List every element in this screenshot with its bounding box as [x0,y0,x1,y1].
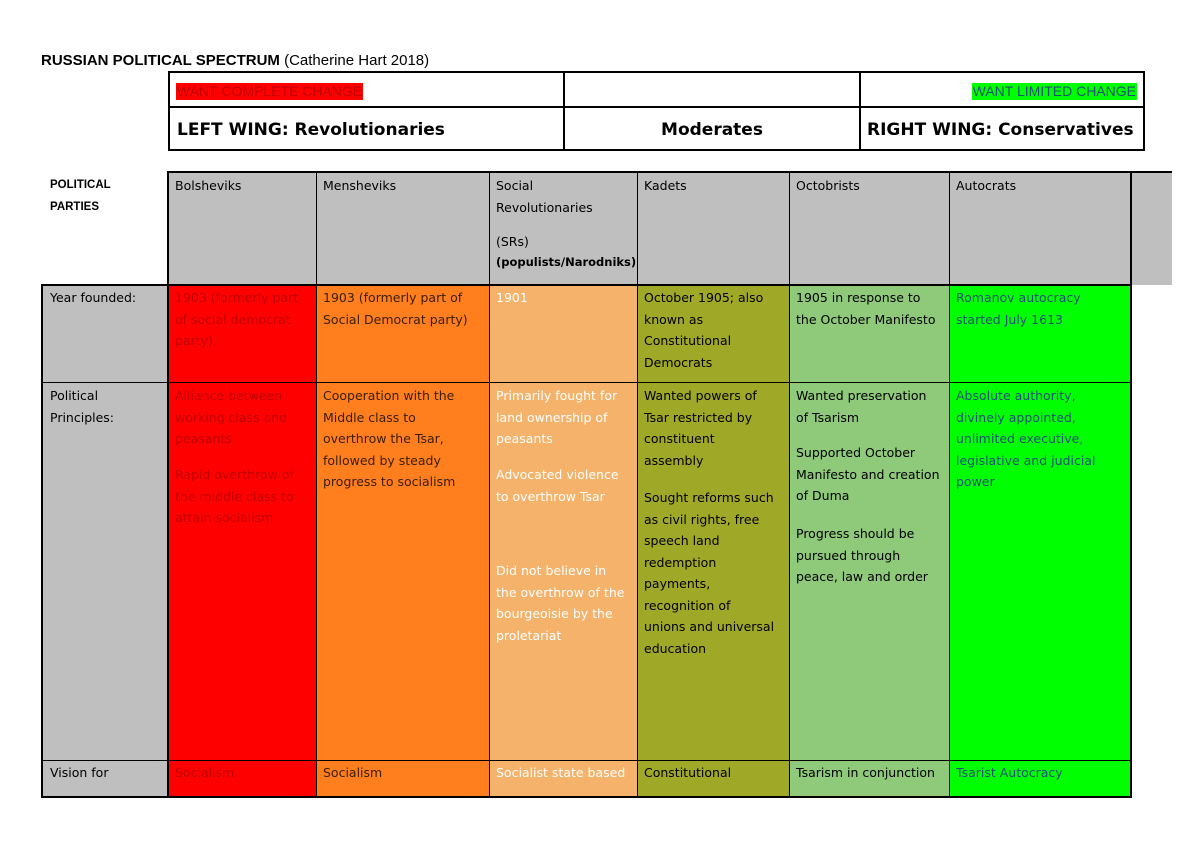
grid-line [41,382,1132,383]
principles-kadets-2: Sought reforms such as civil rights, free speech land redemption payments, recognition of unions and universal education [644,490,775,656]
row-label-column-bg [41,285,168,798]
year-srs: 1901 [496,290,528,305]
grid-line [41,284,1132,286]
mensheviks-column-bg [316,285,489,798]
year-autocrats: Romanov autocracy started July 1613 [956,290,1081,327]
year-kadets: October 1905; also known as Constitutional Democrats [644,290,764,370]
want-limited-change [972,83,1137,101]
row-label-vision: Vision for [50,765,109,780]
right-wing-label: RIGHT WING: Conservatives [867,120,1134,140]
party-name-bolsheviks: Bolsheviks [175,178,242,193]
party-name-srs: (SRs) [496,234,529,249]
vision-mensheviks: Socialism [323,765,383,780]
principles-srs-1: Primarily fought for land ownership of peasants [496,388,618,446]
row-label-year-founded: Year founded: [50,290,137,305]
grid-line [489,171,490,798]
principles-octobrists-1: Wanted preservation of Tsarism [796,388,927,425]
principles-bolsheviks-1: Alliance between working class and peasants [175,388,288,446]
vision-autocrats: Tsarist Autocracy [956,765,1063,780]
bolsheviks-column-bg [168,285,316,798]
parties-table [41,171,1132,798]
moderates-label: Moderates [661,120,763,140]
grid-line [167,171,169,798]
spectrum-header-table [168,71,1145,151]
autocrats-column-bg [949,285,1131,798]
party-name-kadets: Kadets [644,178,687,193]
principles-octobrists-2: Supported October Manifesto and creation of Duma [796,445,940,503]
principles-srs-2: Advocated violence to overthrow Tsar [496,467,619,504]
vision-octobrists: Tsarism in conjunction [796,765,935,780]
grid-line [41,760,1132,761]
vision-kadets: Constitutional [644,765,732,780]
grid-line [789,171,790,798]
row-label-political-parties: POLITICAL PARTIES [50,179,111,213]
principles-octobrists-3: Progress should be pursued through peace, law and order [796,526,928,584]
srs-column-bg [489,285,637,798]
grid-line [41,796,1132,798]
vision-bolsheviks: Socialism [175,765,235,780]
principles-bolsheviks-2: Rapid overthrow of the middle class to attain socialism [175,467,294,525]
year-octobrists: 1905 in response to the October Manifesto [796,290,936,327]
want-limited-change-label: WANT LIMITED CHANGE [972,83,1136,99]
year-mensheviks: 1903 (formerly part of Social Democrat party) [323,290,468,327]
principles-mensheviks-1: Cooperation with the Middle class to overthrow the Tsar, followed by steady progress to socialism [323,388,456,489]
grid-line [168,171,1172,173]
principles-kadets-1: Wanted powers of Tsar restricted by constituent assembly [644,388,757,468]
party-name-social-revolutionaries: Social Revolutionaries [496,178,593,215]
header-divider [859,73,861,149]
header-row-divider [170,106,1143,108]
party-name-octobrists: Octobrists [796,178,860,193]
party-name-narodniks: (populists/Narodniks) [496,255,637,269]
row-label-political-principles: Political Principles: [50,388,115,425]
principles-autocrats-1: Absolute authority, divinely appointed, unlimited executive, legislative and judicial power [956,388,1096,489]
grid-line [949,171,950,798]
party-name-autocrats: Autocrats [956,178,1017,193]
vision-srs: Socialist state based [496,765,626,780]
grid-line [316,171,317,798]
title-author: (Catherine Hart 2018) [279,52,430,69]
want-complete-change [176,83,363,101]
grid-line [1130,171,1132,798]
want-complete-change-label: WANT COMPLETE CHANGE [177,83,363,99]
principles-srs-3: Did not believe in the overthrow of the bourgeoisie by the proletariat [496,563,625,643]
left-wing-label: LEFT WING: Revolutionaries [177,120,445,140]
title-bold: RUSSIAN POLITICAL SPECTRUM [41,52,280,69]
grid-line [637,171,638,798]
document-title [41,52,429,69]
grid-line [41,284,43,798]
party-name-mensheviks: Mensheviks [323,178,397,193]
year-bolsheviks: 1903 (formerly part of social democrat party) [175,290,299,348]
